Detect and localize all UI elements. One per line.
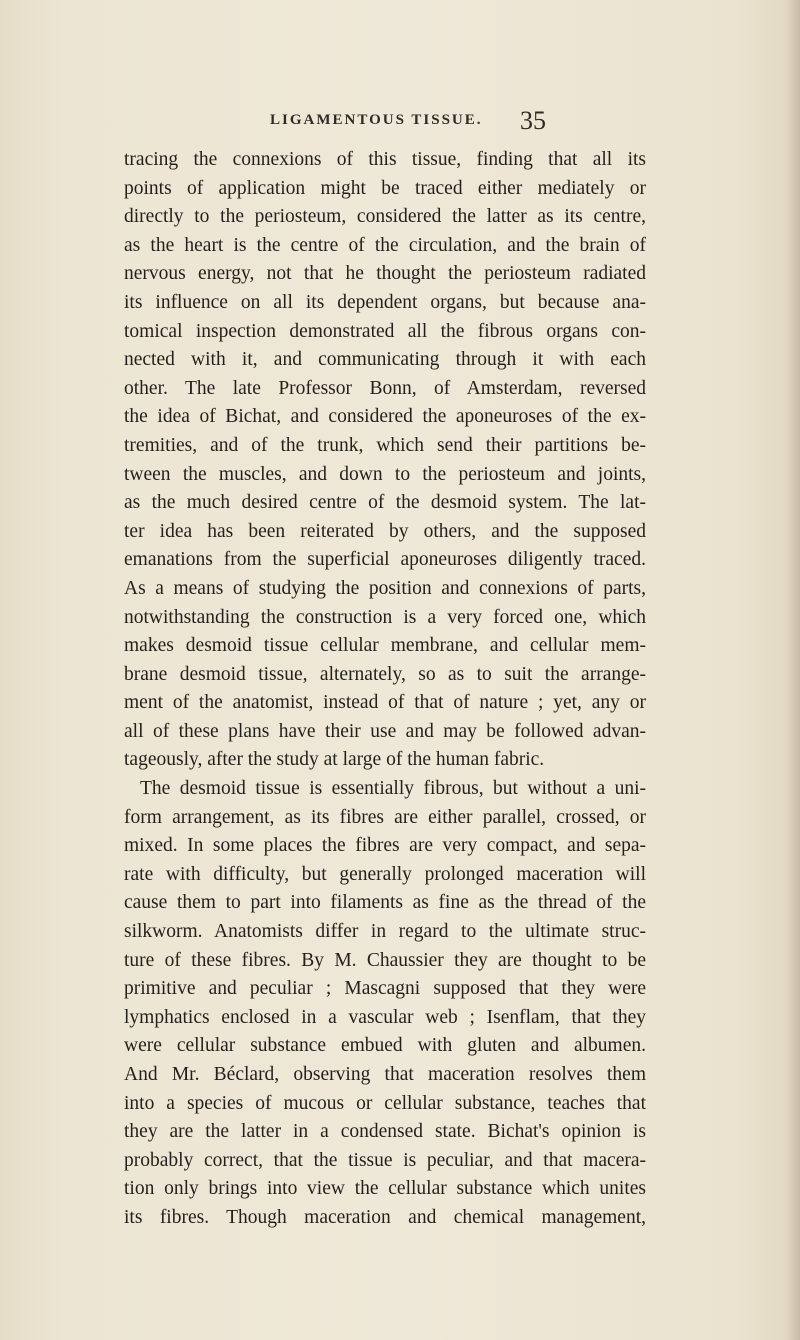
page-header <box>0 106 800 146</box>
text-line: primitive and peculiar ; Mascagni supposed that they were <box>124 978 646 1000</box>
text-line: were cellular substance embued with gluten and albumen. <box>124 1035 646 1057</box>
text-line: into a species of mucous or cellular substance, teaches that <box>124 1092 646 1114</box>
running-head: LIGAMENTOUS TISSUE. <box>270 112 483 128</box>
text-line: directly to the periosteum, considered the latter as its centre, <box>124 206 646 228</box>
text-line: form arrangement, as its fibres are either parallel, crossed, or <box>124 806 646 828</box>
text-line: tracing the connexions of this tissue, finding that all its <box>124 149 646 170</box>
text-line: the idea of Bichat, and considered the aponeuroses of the ex- <box>124 406 646 428</box>
text-line: As a means of studying the position and connexions of parts, <box>124 577 646 599</box>
text-line: tion only brings into view the cellular substance which unites <box>124 1178 646 1200</box>
text-line: as the much desired centre of the desmoid system. The lat- <box>124 492 646 514</box>
text-line: The desmoid tissue is essentially fibrous, but without a uni- <box>140 778 646 800</box>
text-line: ture of these fibres. By M. Chaussier they are thought to be <box>124 949 646 971</box>
text-line: makes desmoid tissue cellular membrane, and cellular mem- <box>124 635 646 657</box>
text-line: its influence on all its dependent organs, but because ana- <box>124 291 646 313</box>
text-line: they are the latter in a condensed state. Bichat's opinion is <box>124 1121 646 1143</box>
text-line: tremities, and of the trunk, which send their partitions be- <box>124 434 646 456</box>
text-line: its fibres. Though maceration and chemical management, <box>124 1206 646 1228</box>
text-line: tageously, after the study at large of the human fabric. <box>124 749 545 771</box>
text-line: points of application might be traced either mediately or <box>124 177 646 199</box>
text-line: all of these plans have their use and may be followed advan- <box>124 720 646 742</box>
page-edge-shadow <box>786 0 800 1340</box>
body-text <box>124 146 646 1233</box>
text-line: notwithstanding the construction is a very forced one, which <box>124 606 646 628</box>
text-line: brane desmoid tissue, alternately, so as to suit the arrange- <box>124 663 646 685</box>
text-line: ter idea has been reiterated by others, and the supposed <box>124 520 646 542</box>
text-line: emanations from the superficial aponeuroses diligently traced. <box>124 549 646 571</box>
text-line: cause them to part into filaments as fine as the thread of the <box>124 892 646 914</box>
text-line: probably correct, that the tissue is peculiar, and that macera- <box>124 1149 646 1171</box>
page-number: 35 <box>520 106 546 135</box>
text-line: ment of the anatomist, instead of that of nature ; yet, any or <box>124 692 646 714</box>
text-line: as the heart is the centre of the circulation, and the brain of <box>124 234 646 256</box>
text-line: rate with difficulty, but generally prolonged maceration will <box>124 863 646 885</box>
text-line: tween the muscles, and down to the periosteum and joints, <box>124 463 646 485</box>
text-line: other. The late Professor Bonn, of Amsterdam, reversed <box>124 377 646 399</box>
text-line: And Mr. Béclard, observing that maceration resolves them <box>124 1064 646 1085</box>
text-line: nected with it, and communicating through it with each <box>124 349 646 371</box>
text-line: mixed. In some places the fibres are very compact, and sepa- <box>124 835 646 857</box>
text-line: nervous energy, not that he thought the periosteum radiated <box>124 263 646 285</box>
text-line: silkworm. Anatomists differ in regard to the ultimate struc- <box>124 921 646 943</box>
text-line: tomical inspection demonstrated all the fibrous organs con- <box>124 320 646 342</box>
text-line: lymphatics enclosed in a vascular web ; Isenflam, that they <box>124 1006 646 1028</box>
